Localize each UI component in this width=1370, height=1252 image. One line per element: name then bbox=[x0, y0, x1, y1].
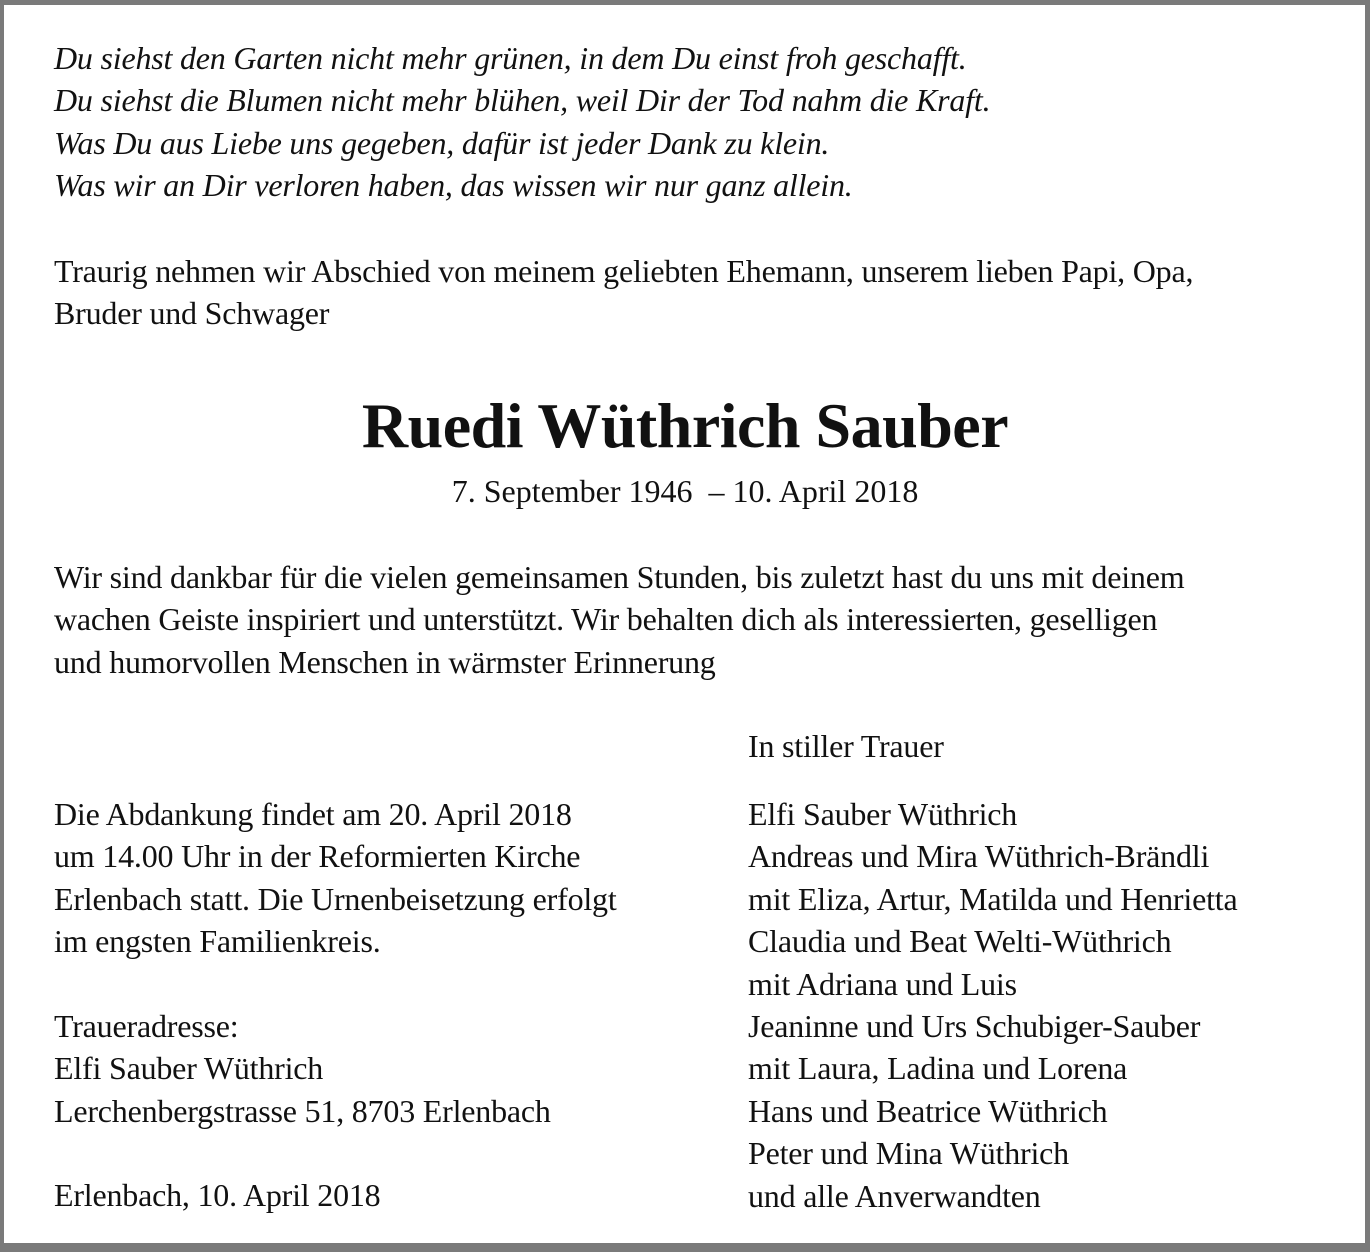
mourner-line: mit Adriana und Luis bbox=[748, 965, 1017, 1002]
gratitude-line: Wir sind dankbar für die vielen gemeinsamen Stunden, bis zuletzt hast du uns mit deinem bbox=[54, 559, 1185, 595]
gratitude-line: und humorvollen Menschen in wärmster Erinnerung bbox=[54, 643, 716, 680]
poem-line: Was Du aus Liebe uns gegeben, dafür ist jeder Dank zu klein. bbox=[54, 124, 830, 161]
poem-line: Du siehst den Garten nicht mehr grünen, in dem Du einst froh geschafft. bbox=[54, 40, 967, 76]
address-name: Elfi Sauber Wüthrich bbox=[54, 1050, 324, 1087]
deceased-name: Ruedi Wüthrich Sauber bbox=[361, 390, 1009, 461]
mourner-line: Elfi Sauber Wüthrich bbox=[748, 796, 1018, 832]
mourning-address bbox=[54, 1005, 551, 1132]
ceremony-info bbox=[54, 793, 617, 963]
mourners-heading: In stiller Trauer bbox=[748, 728, 944, 764]
place-date: Erlenbach, 10. April 2018 bbox=[54, 1177, 381, 1213]
ceremony-line: um 14.00 Uhr in der Reformierten Kirche bbox=[54, 838, 581, 875]
ceremony-line: Erlenbach statt. Die Urnenbeisetzung erfolgt bbox=[54, 880, 617, 917]
mourner-line: Andreas und Mira Wüthrich-Brändli bbox=[748, 838, 1210, 875]
poem-line: Du siehst die Blumen nicht mehr blühen, weil Dir der Tod nahm die Kraft. bbox=[54, 82, 991, 119]
ceremony-line: Die Abdankung findet am 20. April 2018 bbox=[54, 796, 572, 832]
mourner-line: Peter und Mina Wüthrich bbox=[748, 1135, 1069, 1172]
mourner-line: Claudia und Beat Welti-Wüthrich bbox=[748, 923, 1172, 960]
mourner-line: Hans und Beatrice Wüthrich bbox=[748, 1092, 1108, 1129]
life-dates: 7. September 1946 – 10. April 2018 bbox=[451, 473, 919, 509]
poem-line: Was wir an Dir verloren haben, das wissen wir nur ganz allein. bbox=[54, 167, 853, 204]
poem bbox=[54, 37, 990, 207]
mourners-list bbox=[748, 793, 1237, 1217]
mourner-line: und alle Anverwandten bbox=[748, 1177, 1041, 1214]
mourner-line: Jeaninne und Urs Schubiger-Sauber bbox=[748, 1008, 1201, 1045]
mourner-line: mit Laura, Ladina und Lorena bbox=[748, 1050, 1128, 1087]
intro-line: Traurig nehmen wir Abschied von meinem geliebten Ehemann, unserem lieben Papi, Opa, bbox=[54, 253, 1194, 289]
intro-line: Bruder und Schwager bbox=[54, 295, 330, 332]
mourner-line: mit Eliza, Artur, Matilda und Henrietta bbox=[748, 880, 1238, 917]
ceremony-line: im engsten Familienkreis. bbox=[54, 923, 381, 960]
address-street: Lerchenbergstrasse 51, 8703 Erlenbach bbox=[54, 1092, 551, 1129]
intro-text bbox=[54, 250, 1193, 335]
gratitude-text bbox=[54, 556, 1184, 683]
gratitude-line: wachen Geiste inspiriert und unterstützt. Wir behalten dich als interessierten, geselligen bbox=[54, 601, 1158, 638]
address-label: Traueradresse: bbox=[54, 1008, 239, 1044]
